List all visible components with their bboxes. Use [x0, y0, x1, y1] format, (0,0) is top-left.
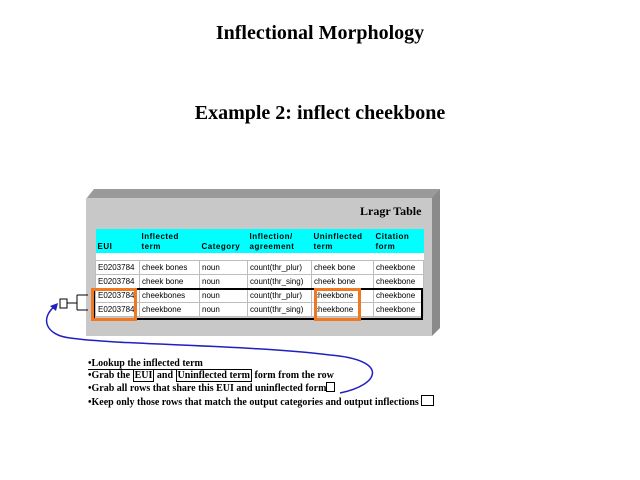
header-inflected-term: Inflected term: [140, 229, 200, 253]
bullet-text: •Keep only those rows that match the output categories and output inflections: [88, 397, 419, 408]
bullet-grab-rows: [88, 382, 434, 395]
cell-inflection: count(thr_sing): [248, 303, 312, 317]
cell-eui: E0203784: [96, 303, 140, 317]
bullet-keep-rows: [88, 395, 434, 409]
header-uninflected-term: Uninflected term: [312, 229, 374, 253]
cell-citation-form: cheekbone: [374, 261, 424, 275]
uninflected-term-highlight-box: [314, 288, 361, 321]
cell-inflection: count(thr_plur): [248, 261, 312, 275]
cell-uninflected-term: cheek bone: [312, 275, 374, 289]
bullet-text: •Grab the: [88, 370, 133, 381]
bullet-text: and: [154, 370, 176, 381]
cell-citation-form: cheekbone: [374, 275, 424, 289]
cell-category: noun: [200, 303, 248, 317]
header-category: Category: [200, 229, 248, 253]
cell-inflection: count(thr_sing): [248, 275, 312, 289]
slide-title: Inflectional Morphology: [215, 22, 425, 44]
eui-highlight-box: [91, 288, 137, 321]
cell-inflected-term: cheek bones: [140, 261, 200, 275]
eui-label-box: EUI: [134, 370, 153, 381]
cell-inflected-term: cheekbone: [140, 303, 200, 317]
cell-citation-form: cheekbone: [374, 289, 424, 303]
cell-uninflected-term: cheekbone: [312, 289, 374, 303]
cell-uninflected-term: cheek bone: [312, 261, 374, 275]
cell-category: noun: [200, 275, 248, 289]
header-citation-form: Citation form: [374, 229, 424, 253]
bullet-text: form from the row: [252, 370, 334, 381]
placeholder-box: [326, 382, 335, 392]
cell-citation-form: cheekbone: [374, 303, 424, 317]
bullet-list: [88, 358, 434, 409]
header-inflection-agreement: Inflection/ agreement: [248, 229, 312, 253]
table-panel-side-bevel: [432, 189, 442, 336]
bullet-grab-eui: [88, 370, 434, 382]
cell-category: noun: [200, 289, 248, 303]
cell-eui: E0203784: [96, 289, 140, 303]
cell-inflected-term: cheek bone: [140, 275, 200, 289]
header-eui: EUI: [96, 229, 140, 253]
bullet-lookup-text: •Lookup the inflected term: [88, 358, 203, 369]
table-header-row: [96, 229, 424, 253]
cell-uninflected-term: cheekbone: [312, 303, 374, 317]
table-row: [96, 275, 424, 289]
cell-category: noun: [200, 261, 248, 275]
slide-subtitle: Example 2: inflect cheekbone: [194, 102, 446, 124]
bullet-text: •Grab all rows that share this EUI and uninflected form: [88, 383, 327, 394]
matching-rows-outline: [93, 288, 423, 320]
uninflected-term-label-box: Uninflected term: [177, 370, 251, 381]
cell-inflected-term: cheekbones: [140, 289, 200, 303]
placeholder-box: [421, 395, 434, 406]
table-caption: Lragr Table: [360, 204, 422, 218]
cell-inflection: count(thr_plur): [248, 289, 312, 303]
cell-eui: E0203784: [96, 275, 140, 289]
cell-eui: E0203784: [96, 261, 140, 275]
table-row: [96, 261, 424, 275]
